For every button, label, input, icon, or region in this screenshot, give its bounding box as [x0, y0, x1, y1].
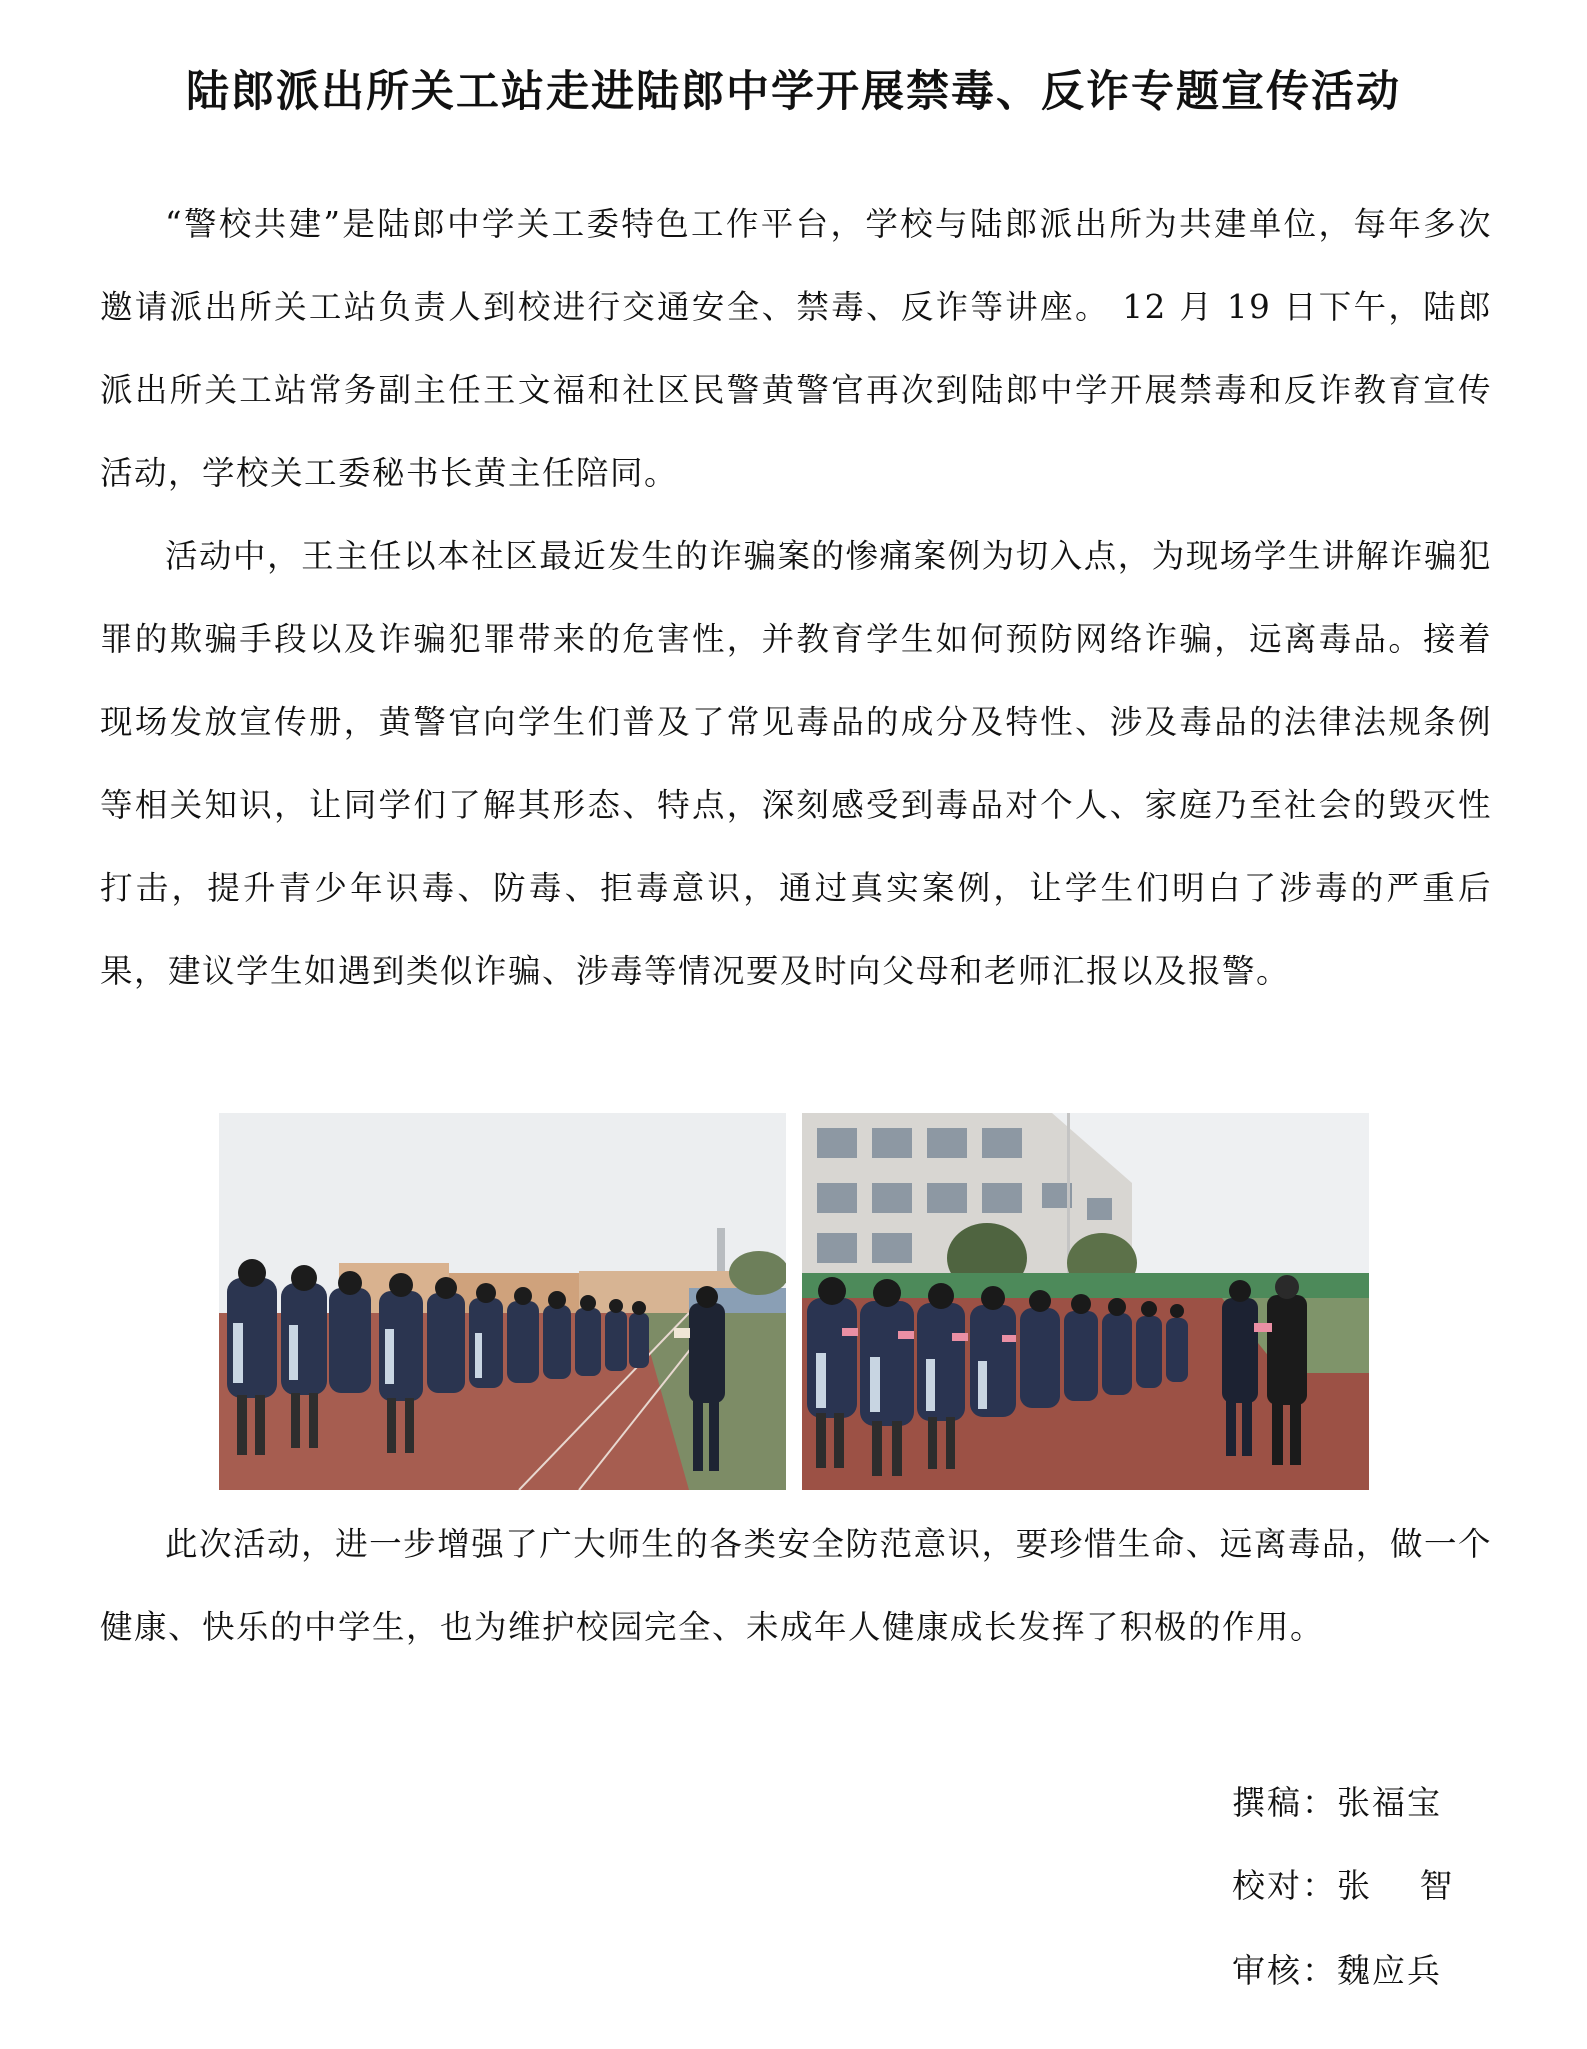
paragraph-conclusion: 此次活动，进一步增强了广大师生的各类安全防范意识，要珍惜生命、远离毒品，做一个健康、快乐的中学生，也为维护校园完全、未成年人健康成长发挥了积极的作用。 [100, 1525, 1492, 1646]
signature-author: 撰稿：张福宝 [1232, 1783, 1442, 1822]
activity-photo-right [802, 1113, 1369, 1490]
signature-proofreader: 校对：张 智 [1232, 1866, 1455, 1905]
paragraph-activity: 活动中，王主任以本社区最近发生的诈骗案的惨痛案例为切入点，为现场学生讲解诈骗犯罪的欺骗手段以及诈骗犯罪带来的危害性，并教育学生如何预防网络诈骗，远离毒品。接着现场发放宣传册，黄警官向学生们普及了常见毒品的成分及特性、涉及毒品的法律法规条例等相关知识，让同学们了解其形态、特点，深刻感受到毒品对个人、家庭乃至社会的毁灭性打击，提升青少年识毒、防毒、拒毒意识，通过真实案例，让学生们明白了涉毒的严重后果，建议学生如遇到类似诈骗、涉毒等情况要及时向父母和老师汇报以及报警。 [100, 537, 1492, 990]
paragraph-intro: “警校共建”是陆郎中学关工委特色工作平台，学校与陆郎派出所为共建单位，每年多次邀请派出所关工站负责人到校进行交通安全、禁毒、反诈等讲座。 12 月 19 日下午，陆郎派出所关工站常务副主任王文福和社区民警黄警官再次到陆郎中学开展禁毒和反诈教育宣传活动，学校关工委秘书长黄主任陪同。 [100, 205, 1492, 492]
activity-photo-left [219, 1113, 786, 1490]
signature-reviewer: 审核：魏应兵 [1232, 1951, 1442, 1990]
article-title: 陆郎派出所关工站走进陆郎中学开展禁毒、反诈专题宣传活动 [186, 67, 1401, 117]
